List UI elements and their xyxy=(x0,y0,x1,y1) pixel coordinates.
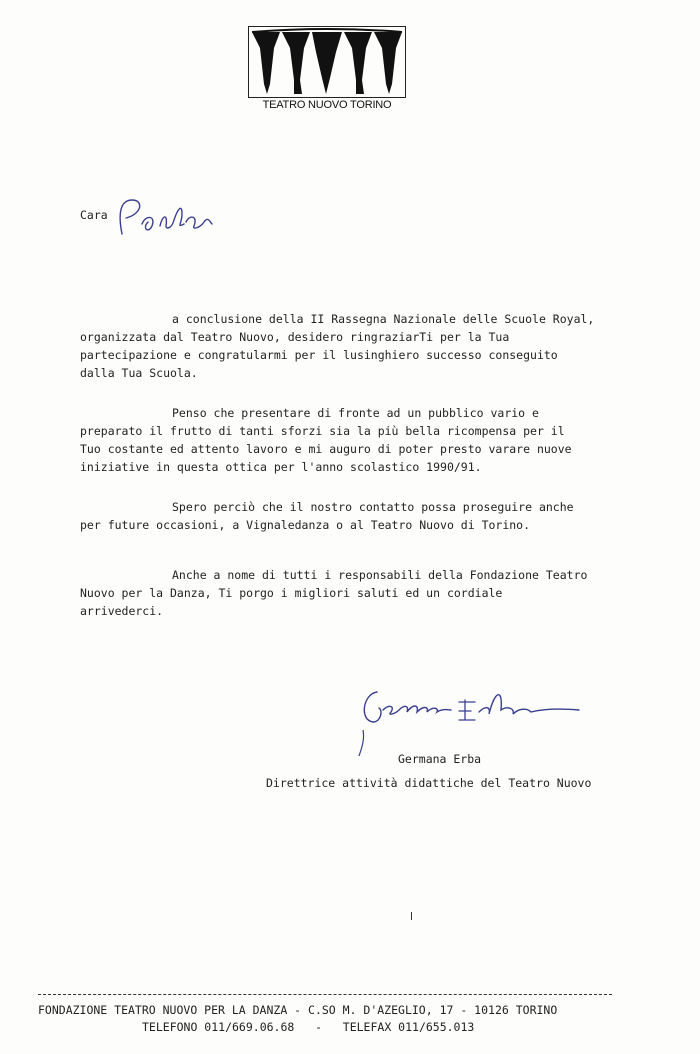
logo-frame xyxy=(248,26,406,98)
signer-name: Germana Erba xyxy=(398,752,482,766)
paragraph-line: partecipazione e congratularmi per il lusinghiero successo conseguito xyxy=(80,348,558,362)
paragraph-1 xyxy=(80,310,646,382)
footer-address: FONDAZIONE TEATRO NUOVO PER LA DANZA - C.SO M. D'AZEGLIO, 17 - 10126 TORINO xyxy=(38,1003,558,1017)
paragraph-4 xyxy=(80,566,646,620)
paragraph-2 xyxy=(80,404,646,476)
dancers-legs-logo-icon xyxy=(250,28,404,96)
paragraph-line: Spero perciò che il nostro contatto possa proseguire anche xyxy=(172,500,574,514)
org-name: TEATRO NUOVO TORINO xyxy=(262,99,392,111)
page-mark xyxy=(411,912,412,920)
paragraph-line: Penso che presentare di fronte ad un pubblico vario e xyxy=(172,406,539,420)
handwritten-signature xyxy=(355,680,585,760)
paragraph-line: Nuovo per la Danza, Ti porgo i migliori saluti ed un cordiale xyxy=(80,586,503,600)
paragraph-3 xyxy=(80,498,646,534)
paragraph-line: arrivederci. xyxy=(80,604,164,618)
signer-title: Direttrice attività didattiche del Teatro Nuovo xyxy=(266,776,592,790)
footer-phone-fax: TELEFONO 011/669.06.68 - TELEFAX 011/655.013 xyxy=(142,1020,475,1034)
paragraph-line: a conclusione della II Rassegna Nazionale delle Scuole Royal, xyxy=(172,312,595,326)
handwritten-salutation-name xyxy=(112,194,222,246)
paragraph-line: Anche a nome di tutti i responsabili della Fondazione Teatro xyxy=(172,568,588,582)
paragraph-line: organizzata dal Teatro Nuovo, desidero ringraziarTi per la Tua xyxy=(80,330,510,344)
letterhead-logo xyxy=(248,26,406,110)
paragraph-line: per future occasioni, a Vignaledanza o al Teatro Nuovo di Torino. xyxy=(80,518,531,532)
paragraph-line: Tuo costante ed attento lavoro e mi auguro di poter presto varare nuove xyxy=(80,442,572,456)
greeting: Cara xyxy=(80,208,108,222)
paragraph-line: dalla Tua Scuola. xyxy=(80,366,198,380)
paragraph-line: preparato il frutto di tanti sforzi sia la più bella ricompensa per il xyxy=(80,424,565,438)
footer-divider xyxy=(38,994,612,995)
paragraph-line: iniziative in questa ottica per l'anno scolastico 1990/91. xyxy=(80,460,482,474)
